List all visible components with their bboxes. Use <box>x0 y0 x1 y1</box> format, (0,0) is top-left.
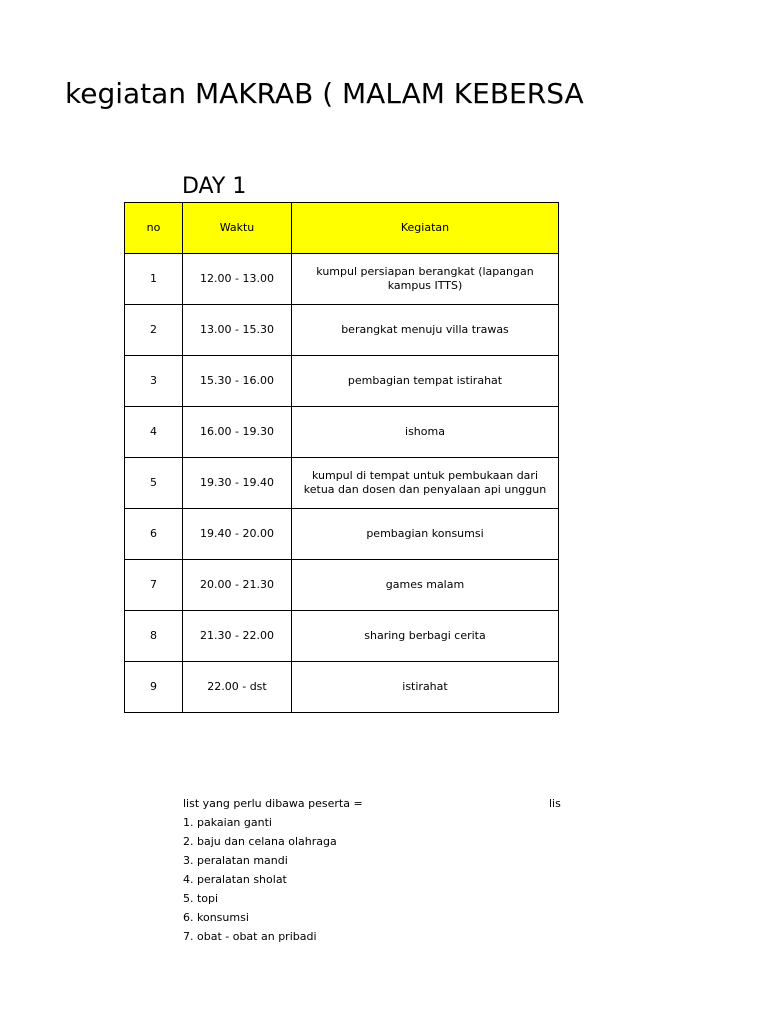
row-no: 4 <box>125 407 183 458</box>
list-item: 5. topi <box>183 892 219 905</box>
row-time: 20.00 - 21.30 <box>183 560 292 611</box>
list-item: 3. peralatan mandi <box>183 854 288 867</box>
row-no: 3 <box>125 356 183 407</box>
row-activity: ishoma <box>292 407 559 458</box>
row-time: 15.30 - 16.00 <box>183 356 292 407</box>
row-activity: berangkat menuju villa trawas <box>292 305 559 356</box>
packing-list <box>183 813 337 946</box>
document-title: kegiatan MAKRAB ( MALAM KEBERSA <box>65 77 584 110</box>
table-row <box>125 662 559 713</box>
table-row <box>125 407 559 458</box>
table-row <box>125 611 559 662</box>
row-no: 6 <box>125 509 183 560</box>
row-activity: sharing berbagi cerita <box>292 611 559 662</box>
list-item: 1. pakaian ganti <box>183 816 272 829</box>
list-item: 2. baju dan celana olahraga <box>183 835 337 848</box>
row-no: 7 <box>125 560 183 611</box>
row-time: 16.00 - 19.30 <box>183 407 292 458</box>
row-time: 19.40 - 20.00 <box>183 509 292 560</box>
table-row <box>125 509 559 560</box>
day-label: DAY 1 <box>182 174 247 199</box>
table-row <box>125 305 559 356</box>
row-time: 19.30 - 19.40 <box>183 458 292 509</box>
row-time: 21.30 - 22.00 <box>183 611 292 662</box>
table-header-row <box>125 203 559 254</box>
header-no: no <box>125 203 183 254</box>
table-row <box>125 356 559 407</box>
table-row <box>125 254 559 305</box>
table-row <box>125 458 559 509</box>
row-activity: pembagian konsumsi <box>292 509 559 560</box>
table-row <box>125 560 559 611</box>
list-item: 4. peralatan sholat <box>183 873 287 886</box>
row-no: 2 <box>125 305 183 356</box>
row-activity: games malam <box>292 560 559 611</box>
row-no: 9 <box>125 662 183 713</box>
row-time: 13.00 - 15.30 <box>183 305 292 356</box>
header-activity: Kegiatan <box>292 203 559 254</box>
packing-list-heading: list yang perlu dibawa peserta = <box>183 797 363 810</box>
row-activity: kumpul di tempat untuk pembukaan dari ketua dan dosen dan penyalaan api unggun <box>292 458 559 509</box>
schedule-body <box>125 254 559 713</box>
schedule-table <box>124 202 559 713</box>
list-item: 7. obat - obat an pribadi <box>183 930 317 943</box>
header-time: Waktu <box>183 203 292 254</box>
row-no: 8 <box>125 611 183 662</box>
row-activity: istirahat <box>292 662 559 713</box>
row-time: 22.00 - dst <box>183 662 292 713</box>
row-activity: pembagian tempat istirahat <box>292 356 559 407</box>
list-item: 6. konsumsi <box>183 911 249 924</box>
row-activity: kumpul persiapan berangkat (lapangan kampus ITTS) <box>292 254 559 305</box>
row-time: 12.00 - 13.00 <box>183 254 292 305</box>
packing-list-right-fragment: lis <box>549 797 561 810</box>
row-no: 1 <box>125 254 183 305</box>
row-no: 5 <box>125 458 183 509</box>
